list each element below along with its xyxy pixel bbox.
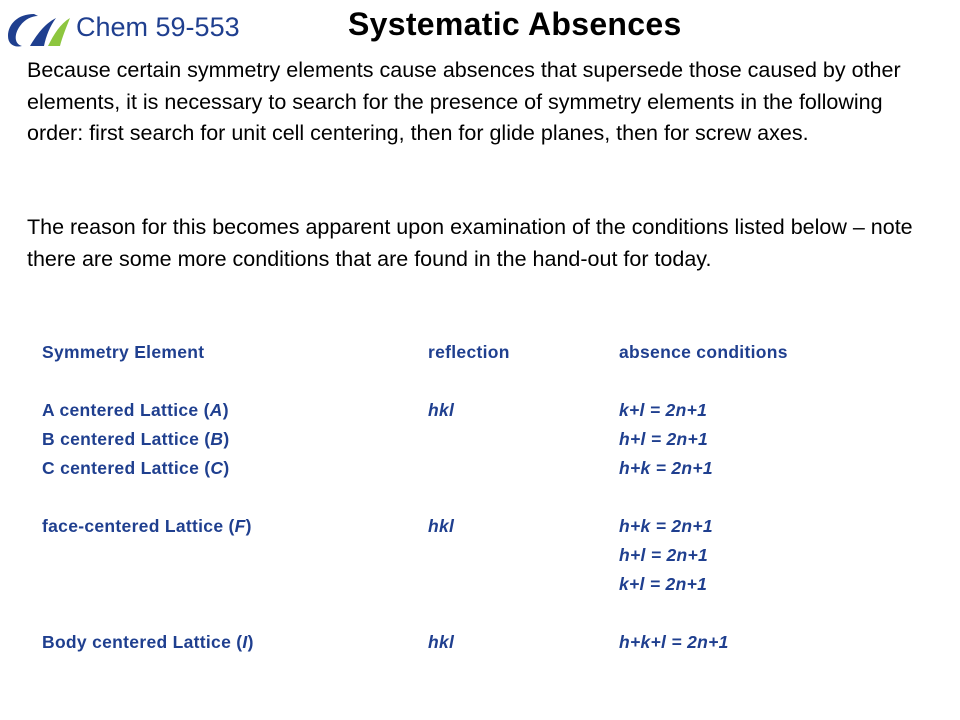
condition-cell: k+l = 2n+1 <box>619 574 708 594</box>
university-logo-icon <box>4 10 72 50</box>
condition-cell: h+k = 2n+1 <box>619 516 713 536</box>
reflection-cell: hkl <box>428 632 455 652</box>
symmetry-element-cell: Body centered Lattice (I) <box>42 632 254 652</box>
course-code: Chem 59-553 <box>76 12 240 42</box>
column-header-symmetry-element: Symmetry Element <box>42 342 205 362</box>
reflection-cell: hkl <box>428 400 455 420</box>
intro-paragraph: Because certain symmetry elements cause absences that supersede those caused by other elements, it is necessary to search for the presence of symmetry elements in the following order: first search for unit cell centering, then for glide planes, then for screw axes. <box>27 58 901 145</box>
column-header-reflection: reflection <box>428 342 510 362</box>
symmetry-element-cell: face-centered Lattice (F) <box>42 516 252 536</box>
condition-cell: h+k = 2n+1 <box>619 458 713 478</box>
condition-cell: k+l = 2n+1 <box>619 400 708 420</box>
page-title: Systematic Absences <box>348 6 682 42</box>
condition-cell: h+l = 2n+1 <box>619 429 709 449</box>
column-header-absence-conditions: absence conditions <box>619 342 788 362</box>
explanation-paragraph: The reason for this becomes apparent upon examination of the conditions listed below – note there are some more conditions that are found in the hand-out for today. <box>27 215 913 271</box>
symmetry-element-cell: C centered Lattice (C) <box>42 458 230 478</box>
condition-cell: h+k+l = 2n+1 <box>619 632 729 652</box>
symmetry-element-cell: A centered Lattice (A) <box>42 400 229 420</box>
reflection-cell: hkl <box>428 516 455 536</box>
condition-cell: h+l = 2n+1 <box>619 545 709 565</box>
symmetry-element-cell: B centered Lattice (B) <box>42 429 230 449</box>
